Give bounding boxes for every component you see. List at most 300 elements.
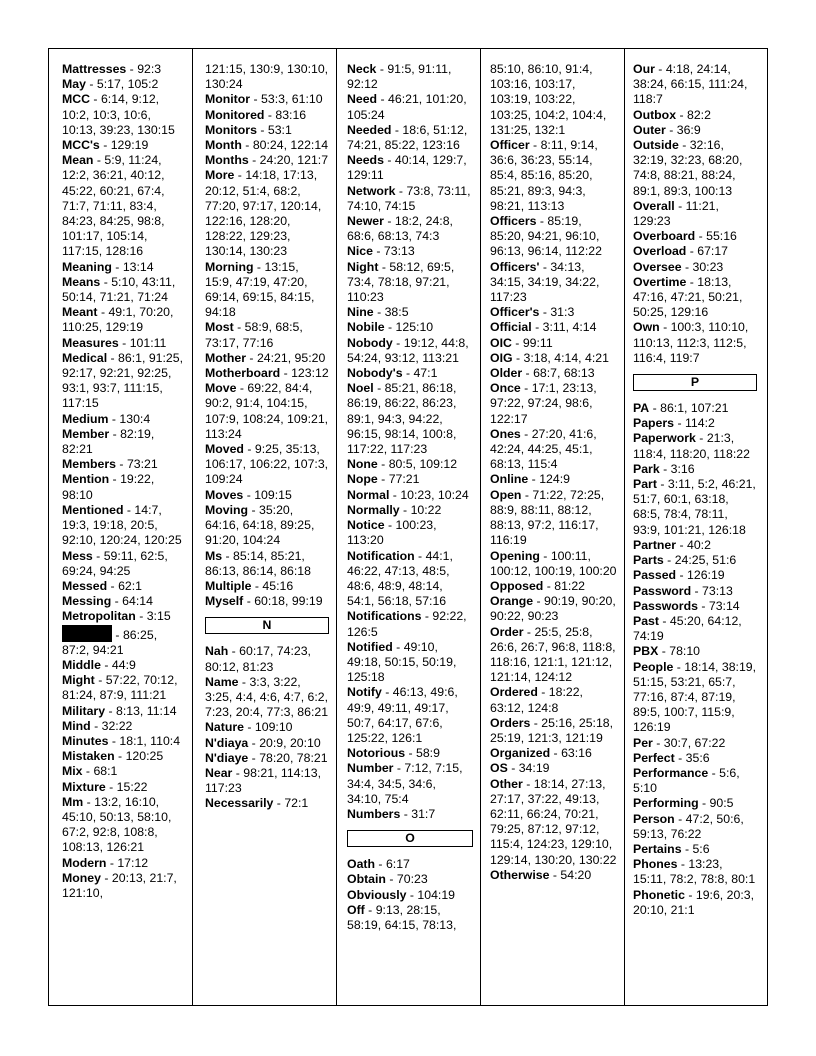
index-term: None [347,457,378,472]
page-line-references: 68:7, 68:13 [533,366,595,381]
page-line-references: 31:7 [411,806,436,821]
page-line-references: 121:15, 130:9, 130:10, 130:24 [205,62,329,92]
index-entry: Mess - 59:11, 62:5, 69:24, 94:25 [62,548,168,578]
page-line-references: 99:11 [522,335,553,350]
page-line-references: 5:17, 105:2 [96,77,159,92]
page-line-references: 62:1 [118,578,142,593]
index-entry: Order - 25:5, 25:8, 26:6, 26:7, 96:8, 118:8, 118:16, 121:1, 121:12, 121:14, 124:12 [490,624,616,685]
index-term: Outbox [633,107,677,122]
index-entry: Off - 9:13, 28:15, 58:19, 64:15, 78:13, [347,902,457,932]
index-entry [490,62,618,138]
index-term: Medical [62,350,108,365]
index-term: Meant [62,305,98,320]
index-term: Needs [347,153,384,168]
page-line-references: 13:14 [122,259,154,274]
index-entry: Phones - 13:23, 15:11, 78:2, 78:8, 80:1 [633,857,756,887]
index-entry: Moved - 9:25, 35:13, 106:17, 106:22, 107:3, 109:24 [205,442,329,487]
index-entry: Park - 3:16 [633,461,695,476]
page-line-references: 35:20, 64:16, 64:18, 89:25, 91:20, 104:24 [205,502,315,548]
index-entry: Member - 82:19, 82:21 [62,426,155,457]
index-term: Outer [633,122,666,137]
index-term: Nobody [347,335,393,350]
page-line-references: 73:14 [708,598,740,613]
index-term: Obviously [347,887,407,902]
page-line-references: 54:20 [560,867,592,882]
index-entry: Monitor - 53:3, 61:10 [205,92,323,107]
page-line-references: 63:16 [561,746,592,761]
index-column-2 [205,62,329,812]
index-term: Online [490,472,529,487]
index-entry: Name - 3:3, 3:22, 3:25, 4:4, 4:6, 4:7, 6:2, 7:23, 20:4, 77:3, 86:21 [205,674,329,720]
index-term: Officers [490,214,537,229]
index-term: Minutes [62,733,109,748]
index-term: Parts [633,553,664,568]
index-page-frame [48,48,768,1006]
page-line-references: 14:18, 17:13, 20:12, 51:4, 68:2, 77:20, 97:17, 120:14, 122:16, 128:20, 128:22, 129:23, 130:14, 130:23 [205,168,322,259]
page-line-references: 78:20, 78:21 [259,750,328,765]
index-term: Our [633,62,655,76]
page-line-references: 58:12, 69:5, 73:4, 78:18, 97:21, 110:23 [347,259,455,305]
page-line-references: 3:3, 3:22, 3:25, 4:4, 4:6, 4:7, 6:2, 7:23, 20:4, 77:3, 86:21 [205,674,329,720]
page-line-references: 49:1, 70:20, 110:25, 129:19 [62,305,174,335]
index-term: Nature [205,720,244,735]
column-divider [336,49,337,1005]
index-entry: Messing - 64:14 [62,594,153,609]
index-entry: Phonetic - 19:6, 20:3, 20:10, 21:1 [633,887,754,917]
index-term: Monitor [205,92,251,107]
page-line-references: 82:2 [686,107,711,122]
index-entry: Monitors - 53:1 [205,122,292,137]
index-entry: Outbox - 82:2 [633,107,711,122]
index-term: Pertains [633,841,682,856]
index-entry: Metropolitan - 3:15 [62,609,171,624]
index-term: Newer [347,214,384,229]
page-line-references: 82:19, 82:21 [62,426,155,457]
index-entry: Myself - 60:18, 99:19 [205,594,323,609]
index-entry: Official - 3:11, 4:14 [490,320,597,335]
page-line-references: 44:9 [111,657,136,672]
page-line-references: 3:11, 4:14 [542,320,597,335]
index-term: Needed [347,122,392,137]
section-header-o: O [347,830,473,847]
index-term: Overboard [633,229,696,244]
index-entry: Night - 58:12, 69:5, 73:4, 78:18, 97:21, 110:23 [347,259,455,305]
index-entry: Partner - 40:2 [633,537,711,552]
page-line-references: 38:5 [384,305,409,320]
index-entry: Mind - 32:22 [62,718,133,733]
index-term: Mean [62,153,94,168]
index-entry: Messed - 62:1 [62,578,142,593]
page-line-references: 13:15, 15:9, 47:19, 47:20, 69:14, 69:15, 84:15, 94:18 [205,259,315,320]
index-entry: Necessarily - 72:1 [205,796,309,811]
index-entry: Mm - 13:2, 16:10, 45:10, 50:13, 58:10, 67:2, 92:8, 108:8, 108:13, 126:21 [62,794,172,855]
index-term: Members [62,457,116,472]
index-entry: Members - 73:21 [62,457,158,472]
index-term: Metropolitan [62,609,136,624]
index-term: Mix [62,764,83,779]
page-line-references: 69:22, 84:4, 90:2, 91:4, 104:15, 107:9, 108:24, 109:21, 113:24 [205,381,329,441]
page-line-references: 6:17 [385,857,410,872]
index-term: Neck [347,62,377,76]
page-line-references: 20:9, 20:10 [259,735,321,750]
index-term: Ones [490,426,521,441]
page-line-references: 92:3 [137,62,162,76]
index-entry: Normally - 10:22 [347,502,442,517]
index-entry: Monitored - 83:16 [205,107,307,122]
section-header-p: P [633,374,757,391]
index-entry: Nope - 77:21 [347,472,420,487]
index-entry: Our - 4:18, 24:14, 38:24, 66:15, 111:24, 118:7 [633,62,748,107]
index-term: Mention [62,472,110,487]
index-entry: Minutes - 18:1, 110:4 [62,733,181,748]
page-line-references: 46:21, 101:20, 105:24 [347,92,467,122]
index-term: Overload [633,244,687,259]
index-entry: OIG - 3:18, 4:14, 4:21 [490,350,609,365]
page-line-references: 10:22 [410,502,442,517]
index-entry: Notifications - 92:22, 126:5 [347,609,467,639]
index-term: Messed [62,578,108,593]
index-entry: Mixture - 15:22 [62,779,148,794]
index-term: Nice [347,244,373,259]
page-line-references: 9:13, 28:15, 58:19, 64:15, 78:13, [347,902,457,932]
page-line-references: 59:11, 62:5, 69:24, 94:25 [62,548,168,578]
index-term: Necessarily [205,796,274,811]
index-term: Performing [633,796,699,811]
page-line-references: 32:22 [101,718,133,733]
index-entry: People - 18:14, 38:19, 51:15, 53:21, 65:7, 77:16, 87:4, 87:19, 89:5, 100:7, 115:9, 126:19 [633,659,757,735]
index-entry: Measures - 101:11 [62,335,167,350]
index-term: N'diaya [205,735,249,750]
index-entry: Military - 8:13, 11:14 [62,703,177,718]
index-term: Off [347,902,365,917]
index-term: Passwords [633,598,698,613]
page-line-references: 86:1, 107:21 [660,401,729,416]
index-term: Otherwise [490,867,550,882]
index-term: Multiple [205,578,252,593]
index-entry: Performance - 5:6, 5:10 [633,765,740,796]
index-entry: Notice - 100:23, 113:20 [347,518,437,548]
page-line-references: 53:1 [267,122,292,137]
page-line-references: 90:19, 90:20, 90:22, 90:23 [490,594,616,624]
index-term: Performance [633,765,709,780]
page-line-references: 109:15 [254,487,292,502]
index-term: Own [633,320,660,335]
index-entry: Opposed - 81:22 [490,578,586,593]
page-line-references: 17:12 [117,855,149,870]
index-entry: Overtime - 18:13, 47:16, 47:21, 50:21, 50:25, 129:16 [633,274,743,320]
page-line-references: 81:22 [554,578,586,593]
page-line-references: 73:8, 73:11, 74:10, 74:15 [347,183,471,213]
index-entry [205,62,329,92]
index-entry: Nice - 73:13 [347,244,415,259]
page-line-references: 100:23, 113:20 [347,518,437,548]
index-entry: Nobody - 19:12, 44:8, 54:24, 93:12, 113:21 [347,335,469,365]
page-line-references: 18:6, 51:12, 74:21, 85:22, 123:16 [347,122,468,153]
page-line-references: 98:21, 114:13, 117:23 [205,765,322,796]
page-line-references: 130:4 [119,411,151,426]
page-line-references: 25:5, 25:8, 26:6, 26:7, 96:8, 118:8, 118:16, 121:1, 121:12, 121:14, 124:12 [490,624,616,685]
page-line-references: 40:14, 129:7, 129:11 [347,153,467,183]
index-entry: Moves - 109:15 [205,487,292,502]
page-line-references: 47:1 [413,366,438,381]
index-term: Nine [347,305,374,320]
page-line-references: 14:7, 19:3, 19:18, 20:5, 92:10, 120:24, 120:25 [62,502,182,548]
page-line-references: 40:2 [687,537,711,552]
index-entry: None - 80:5, 109:12 [347,457,458,472]
index-term: Per [633,735,653,750]
index-entry: Meaning - 13:14 [62,259,154,274]
page-line-references: 18:2, 24:8, 68:6, 68:13, 74:3 [347,214,453,244]
page-line-references: 13:2, 16:10, 45:10, 50:13, 58:10, 67:2, 92:8, 108:8, 108:13, 126:21 [62,794,172,855]
index-entry: Overall - 11:21, 129:23 [633,198,719,229]
index-entry: Oath - 6:17 [347,857,410,872]
index-term: MCC [62,92,91,107]
index-entry: May - 5:17, 105:2 [62,77,159,92]
page-line-references: 10:23, 10:24 [400,487,469,502]
index-entry: Modern - 17:12 [62,855,149,870]
index-term: Motherboard [205,366,281,381]
page-line-references: 19:12, 44:8, 54:24, 93:12, 113:21 [347,335,469,365]
page-line-references: 11:21, 129:23 [633,198,719,229]
index-entry: MCC's - 129:19 [62,138,149,153]
index-entry: - 86:25, 87:2, 94:21 [62,625,186,658]
page-line-references: 3:15 [146,609,171,624]
index-term: Need [347,92,378,107]
page-line-references: 58:9 [416,746,440,761]
page-line-references: 36:9 [676,122,701,137]
index-column-5 [633,62,757,918]
index-entry: Ordered - 18:22, 63:12, 124:8 [490,685,583,715]
index-entry: Officer - 8:11, 9:14, 36:6, 36:23, 55:14, 85:4, 85:16, 85:20, 85:21, 89:3, 94:3, 98:21, 113:13 [490,138,598,213]
index-term: Might [62,673,95,688]
index-term: Password [633,583,692,598]
index-entry: Needs - 40:14, 129:7, 129:11 [347,153,467,183]
index-term: Ms [205,548,223,563]
index-entry: Other - 18:14, 27:13, 27:17, 37:22, 49:13, 62:11, 66:24, 70:21, 79:25, 87:12, 97:12, 115:4, 124:23, 129:10, 129:14, 130:20, 130:22 [490,776,617,867]
page-line-references: 70:23 [396,872,428,887]
index-entry: Might - 57:22, 70:12, 81:24, 87:9, 111:21 [62,673,178,703]
page-line-references: 21:3, 118:4, 118:20, 118:22 [633,431,750,461]
page-line-references: 45:20, 64:12, 74:19 [633,613,742,644]
index-entry: Open - 71:22, 72:25, 88:9, 88:11, 88:12, 88:13, 97:2, 116:17, 116:19 [490,487,605,548]
page-line-references: 18:14, 38:19, 51:15, 53:21, 65:7, 77:16, 87:4, 87:19, 89:5, 100:7, 115:9, 126:19 [633,659,757,735]
index-term: Notification [347,548,415,563]
index-term: PA [633,401,650,416]
page-line-references: 6:14, 9:12, 10:2, 10:3, 10:6, 10:13, 39:23, 130:15 [62,92,175,137]
index-term: Older [490,366,523,381]
index-term: Partner [633,537,677,552]
index-entry: OIC - 99:11 [490,335,553,350]
index-entry: Number - 7:12, 7:15, 34:4, 34:5, 34:6, 34:10, 75:4 [347,761,463,806]
index-entry: Medium - 130:4 [62,411,151,426]
page-line-references: 30:23 [692,259,724,274]
index-entry: Means - 5:10, 43:11, 50:14, 71:21, 71:24 [62,274,176,305]
index-entry: Performing - 90:5 [633,796,734,811]
index-entry: Passed - 126:19 [633,568,725,583]
page-line-references: 30:7, 67:22 [663,735,726,750]
index-entry: Pertains - 5:6 [633,841,710,856]
index-entry: More - 14:18, 17:13, 20:12, 51:4, 68:2, 77:20, 97:17, 120:14, 122:16, 128:20, 128:22, 129:23, 130:14, 130:23 [205,168,322,259]
index-entry: Nobody's - 47:1 [347,366,438,381]
page-line-references: 27:20, 41:6, 42:24, 44:25, 45:1, 68:13, 115:4 [490,426,597,472]
page-line-references: 101:11 [129,335,167,350]
index-entry: Outside - 32:16, 32:19, 32:23, 68:20, 74:8, 88:21, 88:24, 89:1, 89:3, 100:13 [633,138,743,198]
index-entry: N'diaya - 20:9, 20:10 [205,735,321,750]
index-entry: Older - 68:7, 68:13 [490,366,595,381]
index-entry: Noel - 85:21, 86:18, 86:19, 86:22, 86:23, 89:1, 94:3, 94:22, 96:15, 98:14, 100:8, 117:22, 117:23 [347,381,457,457]
index-term: Money [62,870,101,885]
index-term: Notify [347,685,382,700]
page-line-references: 34:13, 34:15, 34:19, 34:22, 117:23 [490,259,600,305]
index-entry: Own - 100:3, 110:10, 110:13, 112:3, 112:5, 116:4, 119:7 [633,320,749,365]
index-entry: Nine - 38:5 [347,305,409,320]
index-entry: Past - 45:20, 64:12, 74:19 [633,613,742,644]
page-line-references: 18:1, 110:4 [119,733,181,748]
index-entry: Mother - 24:21, 95:20 [205,350,326,365]
index-entry: Person - 47:2, 50:6, 59:13, 76:22 [633,811,744,841]
index-term: Order [490,624,524,639]
index-term: Park [633,461,660,476]
page-line-references: 46:13, 49:6, 49:9, 49:11, 49:17, 50:7, 64:17, 67:6, 125:22, 126:1 [347,685,458,745]
page-line-references: 60:18, 99:19 [254,594,323,609]
page-line-references: 45:16 [262,578,294,593]
page-line-references: 104:19 [417,887,456,902]
column-divider [480,49,481,1005]
index-entry: Orders - 25:16, 25:18, 25:19, 121:3, 121:19 [490,715,614,745]
index-column-1 [62,62,186,901]
index-entry: N'diaye - 78:20, 78:21 [205,750,328,765]
index-entry: Need - 46:21, 101:20, 105:24 [347,92,467,122]
index-entry: Mistaken - 120:25 [62,749,164,764]
index-entry: Ms - 85:14, 85:21, 86:13, 86:14, 86:18 [205,548,311,578]
page-line-references: 34:19 [518,761,550,776]
page-line-references: 73:21 [126,457,158,472]
page-line-references: 73:13 [702,583,733,598]
index-entry: Officers' - 34:13, 34:15, 34:19, 34:22, 117:23 [490,259,600,305]
index-term: Mess [62,548,93,563]
page-line-references: 24:25, 51:6 [674,553,737,568]
index-entry: Orange - 90:19, 90:20, 90:22, 90:23 [490,594,616,624]
index-entry: Normal - 10:23, 10:24 [347,487,469,502]
index-term: Normal [347,487,390,502]
index-entry: Parts - 24:25, 51:6 [633,553,737,568]
page-line-references: 126:19 [687,568,725,583]
index-entry: Officer's - 31:3 [490,305,575,320]
index-term: Open [490,487,522,502]
index-term: OS [490,761,508,776]
index-term: Officer's [490,305,540,320]
page-line-references: 5:10, 43:11, 50:14, 71:21, 71:24 [62,274,176,305]
index-term: May [62,77,86,92]
index-term: Official [490,320,532,335]
page-line-references: 125:10 [395,320,434,335]
index-entry: Online - 124:9 [490,472,570,487]
section-header-n: N [205,617,329,634]
page-line-references: 80:5, 109:12 [388,457,458,472]
index-entry: Multiple - 45:16 [205,578,294,593]
index-term: Noel [347,381,374,396]
index-entry: Move - 69:22, 84:4, 90:2, 91:4, 104:15, 107:9, 108:24, 109:21, 113:24 [205,381,329,441]
page-line-references: 67:17 [697,244,729,259]
index-term: Network [347,183,396,198]
page-line-references: 17:1, 23:13, 97:22, 97:24, 98:6, 122:17 [490,381,597,426]
index-entry: Oversee - 30:23 [633,259,724,274]
index-term: Morning [205,259,254,274]
index-term: Moving [205,502,249,517]
index-term: Nope [347,472,378,487]
index-term: Overtime [633,274,687,289]
index-entry: Mix - 68:1 [62,764,118,779]
index-term: Medium [62,411,109,426]
index-entry: Password - 73:13 [633,583,733,598]
index-entry: Organized - 63:16 [490,746,592,761]
page-line-references: 83:16 [275,107,307,122]
redaction-block [62,625,112,642]
index-entry: Neck - 91:5, 91:11, 92:12 [347,62,452,92]
index-term: Notifications [347,609,422,624]
page-line-references: 64:14 [122,594,153,609]
index-term: Normally [347,502,400,517]
page-line-references: 85:19, 85:20, 94:21, 96:10, 96:13, 96:14, 112:22 [490,214,602,259]
index-term: Monitors [205,122,257,137]
index-entry: Most - 58:9, 68:5, 73:17, 77:16 [205,320,303,350]
page-line-references: 20:13, 21:7, 121:10, [62,870,177,900]
index-term: Mattresses [62,62,127,76]
index-term: Notorious [347,746,406,761]
column-divider [192,49,193,1005]
index-term: Oath [347,857,376,872]
index-entry: Motherboard - 123:12 [205,366,329,381]
index-entry: Mean - 5:9, 11:24, 12:2, 36:21, 40:12, 45:22, 60:21, 67:4, 71:7, 71:11, 83:4, 84:23, 84:25, 98:8, 101:17, 105:14, 117:15, 128:16 [62,153,165,259]
page-line-references: 5:6 [692,841,710,856]
page-line-references: 18:22, 63:12, 124:8 [490,685,583,715]
index-term: Obtain [347,872,386,887]
index-entry: Months - 24:20, 121:7 [205,153,329,168]
page-line-references: 24:21, 95:20 [256,350,326,365]
page-line-references: 31:3 [550,305,575,320]
index-entry: Numbers - 31:7 [347,806,436,821]
index-term: Move [205,381,237,396]
index-term: Mother [205,350,246,365]
index-term: Months [205,153,249,168]
page-line-references: 18:13, 47:16, 47:21, 50:21, 50:25, 129:16 [633,274,743,320]
page-line-references: 3:18, 4:14, 4:21 [523,350,609,365]
index-term: Perfect [633,750,675,765]
page-line-references: 19:6, 20:3, 20:10, 21:1 [633,887,754,917]
index-entry: Nobile - 125:10 [347,320,434,335]
page-line-references: 57:22, 70:12, 81:24, 87:9, 111:21 [62,673,178,703]
index-entry: Ones - 27:20, 41:6, 42:24, 44:25, 45:1, 68:13, 115:4 [490,426,597,472]
page-line-references: 7:12, 7:15, 34:4, 34:5, 34:6, 34:10, 75:4 [347,761,463,806]
index-entry: Obviously - 104:19 [347,887,456,902]
page-line-references: 53:3, 61:10 [261,92,323,107]
page-line-references: 86:1, 91:25, 92:17, 92:21, 92:25, 93:1, 93:7, 111:15, 117:15 [62,350,184,411]
index-term: Military [62,703,106,718]
index-term: MCC's [62,138,100,153]
index-term: Nobody's [347,366,403,381]
page-line-references: 109:10 [254,720,293,735]
index-entry: Near - 98:21, 114:13, 117:23 [205,765,322,796]
page-line-references: 100:3, 110:10, 110:13, 112:3, 112:5, 116:4, 119:7 [633,320,749,365]
index-term: Name [205,674,239,689]
index-term: Outside [633,138,679,153]
page-line-references: 100:11, 100:12, 100:19, 100:20 [490,548,617,578]
index-entry: Notified - 49:10, 49:18, 50:15, 50:19, 125:18 [347,639,457,685]
page-line-references: 86:25, 87:2, 94:21 [62,627,158,657]
page-line-references: 123:12 [291,366,329,381]
page-line-references: 8:13, 11:14 [116,703,177,718]
index-entry: Mattresses - 92:3 [62,62,162,76]
